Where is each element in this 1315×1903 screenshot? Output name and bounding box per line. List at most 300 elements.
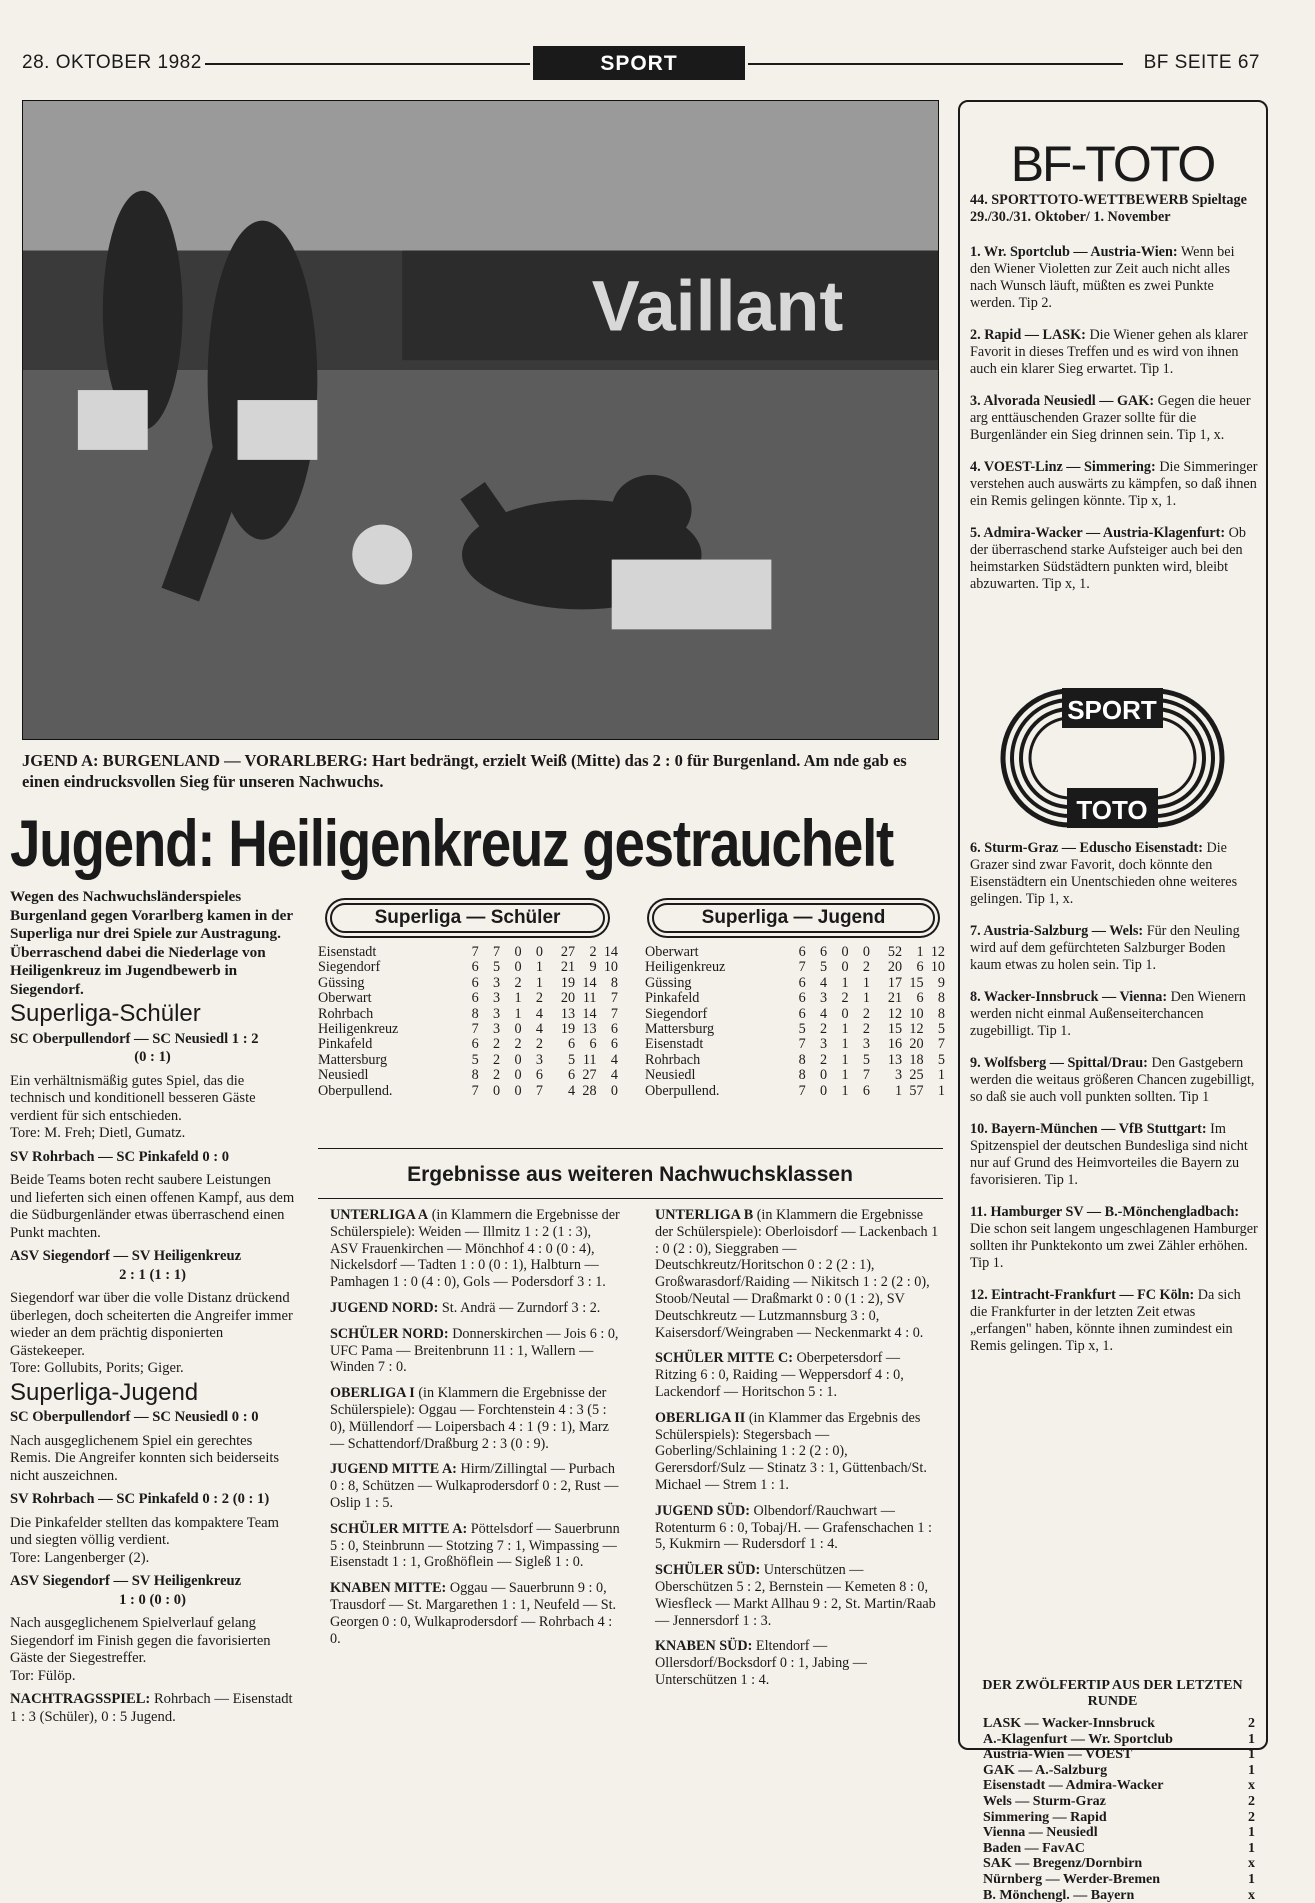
toto-tip: [970, 923, 1258, 974]
stat-cell: 1: [535, 959, 543, 976]
zwoelfertip-row: [983, 1810, 1255, 1826]
result-text: Hirm/Zillingtal — Purbach 0 : 8, Schützen — Wulkaprodersdorf 0 : 2, Rust — Oslip 1 : 5.: [330, 1461, 619, 1511]
zwoelfertip-match: GAK — A.-Salzburg: [983, 1762, 1108, 1778]
stat-cell: 57: [909, 1082, 924, 1099]
stat-cell: 2: [820, 1021, 828, 1038]
zwoelfertip-row: [983, 1732, 1255, 1748]
stat-cell: 1: [514, 1005, 522, 1022]
result-block: [330, 1207, 620, 1291]
stat-cell: 8: [471, 1005, 479, 1022]
result-label: SCHÜLER NORD:: [330, 1325, 449, 1342]
toto-tip-match: 6. Sturm-Graz — Eduscho Eisenstadt:: [970, 840, 1203, 856]
stat-cell: 0: [514, 944, 522, 960]
stat-cell: 4: [820, 1005, 828, 1022]
result-block: [330, 1385, 620, 1452]
vaillant-banner: Vaillant: [591, 266, 844, 347]
stat-cell: 2: [820, 1051, 828, 1068]
match-photo: [22, 100, 939, 740]
toto-tip: [970, 244, 1258, 312]
report-body: Beide Teams boten recht saubere Leistungen und lieferten sich einen offenen Kampf, aus dem die Südburgenländer etwas überraschend einen Punkt machten.: [10, 1172, 295, 1241]
stat-cell: 13: [560, 1005, 576, 1022]
zwoelfertip-table: [983, 1716, 1255, 1903]
result-block: [330, 1521, 620, 1571]
stat-cell: 0: [514, 1082, 522, 1099]
results-title: Ergebnisse aus weiteren Nachwuchsklassen: [407, 1163, 853, 1186]
team-name: Oberwart: [318, 990, 372, 1007]
result-label: UNTERLIGA A: [330, 1207, 429, 1223]
standings-row: [645, 945, 945, 960]
zwoelfertip-tip: x: [1248, 1778, 1255, 1794]
stat-cell: 2: [535, 990, 543, 1007]
stat-cell: 6: [568, 1067, 576, 1084]
zwoelfertip-match: Eisenstadt — Admira-Wacker: [983, 1778, 1164, 1794]
result-label: JUGEND MITTE A:: [330, 1461, 457, 1478]
zwoelfertip-row: [983, 1872, 1255, 1888]
team-name: Güssing: [645, 974, 692, 991]
standings-row: [645, 1068, 945, 1083]
jugend-table-title: Superliga — Jugend: [652, 903, 935, 933]
results-column-1: [330, 1207, 620, 1656]
report-text: [10, 1073, 295, 1143]
standings-row: [318, 1084, 618, 1099]
stat-cell: 15: [909, 974, 924, 991]
result-block: [655, 1207, 940, 1341]
stat-cell: 20: [560, 990, 576, 1007]
stat-cell: 7: [798, 1036, 806, 1053]
results-divider: [318, 1148, 943, 1149]
toto-tip-match: 11. Hamburger SV — B.-Mönchengladbach:: [970, 1204, 1240, 1220]
stat-cell: 2: [841, 990, 849, 1007]
toto-column: [970, 192, 1258, 608]
zwoelfertip-match: Austria-Wien — VOEST: [983, 1747, 1133, 1763]
team-name: Eisenstadt: [318, 944, 377, 960]
toto-tip-match: 4. VOEST-Linz — Simmering:: [970, 459, 1156, 475]
results-title-underline: [318, 1198, 943, 1199]
stat-cell: 9: [589, 959, 597, 976]
stat-cell: 10: [930, 959, 945, 976]
result-label: SCHÜLER SÜD:: [655, 1562, 761, 1579]
stat-cell: 4: [610, 1067, 618, 1084]
match-photo-illustration: [23, 101, 938, 739]
stat-cell: 19: [560, 1021, 576, 1038]
toto-tip-match: 7. Austria-Salzburg — Wels:: [970, 923, 1144, 939]
stat-cell: 7: [798, 959, 806, 976]
stat-cell: 7: [862, 1067, 870, 1084]
standings-row: [318, 1053, 618, 1068]
report-score: 1 : 0 (0 : 0): [119, 1591, 186, 1608]
stat-cell: 5: [493, 959, 501, 976]
report-body: Nach ausgeglichenem Spielverlauf gelang Siegendorf im Finish gegen die favorisierten Gäste der Siegestreffer.: [10, 1615, 271, 1666]
result-block: [655, 1503, 940, 1553]
report-match: SC Oberpullendorf — SC Neusiedl 1 : 2: [10, 1030, 259, 1047]
zwoelfertip-match: LASK — Wacker-Innsbruck: [983, 1716, 1155, 1731]
result-text: (in Klammern die Ergebnisse der Schülerspiele): Weiden — Illmitz 1 : 2 (1 : 3), ASV Frauenkirchen — Mönchhof 4 : 0 (0 : 4), Nickelsdorf — Tadten 1 : 0 (0 : 1), Halbturn — Pamhagen 1 : 0 (4 : 0), Gols — Podersdorf 3 : 1.: [330, 1207, 620, 1291]
stat-cell: 0: [514, 1051, 522, 1068]
toto-tip-match: 12. Eintracht-Frankfurt — FC Köln:: [970, 1287, 1195, 1303]
stat-cell: 2: [589, 944, 597, 960]
stat-cell: 0: [514, 959, 522, 976]
result-label: SCHÜLER MITTE C:: [655, 1350, 793, 1367]
stat-cell: 52: [887, 944, 903, 960]
stat-cell: 20: [887, 959, 903, 976]
section-label: SPORT: [533, 46, 745, 80]
stat-cell: 0: [493, 1082, 501, 1099]
stat-cell: 2: [493, 1036, 501, 1053]
report-text: [10, 1515, 295, 1568]
stat-cell: 3: [493, 1021, 501, 1038]
logo-toto-text: TOTO: [1076, 795, 1148, 825]
standings-row: [318, 991, 618, 1006]
standings-row: [645, 991, 945, 1006]
stat-cell: 27: [582, 1067, 597, 1084]
result-text: Unterschützen — Oberschützen 5 : 2, Bernstein — Kemeten 8 : 0, Wiesfleck — Markt Allhau 9 : 2, St. Martin/Raab — Jennersdorf 1 : 3.: [655, 1562, 936, 1629]
toto-tip: [970, 459, 1258, 510]
zwoelfertip-tip: 1: [1248, 1840, 1255, 1856]
stat-cell: 12: [887, 1005, 903, 1022]
result-block: [655, 1638, 940, 1688]
team-name: Mattersburg: [318, 1051, 388, 1068]
zwoelfertip-tip: 1: [1248, 1871, 1255, 1887]
result-text: Olbendorf/Rauchwart — Rotenturm 6 : 0, Tobaj/H. — Grafenschachen 1 : 5, Kukmirn — Rudersdorf 1 : 4.: [655, 1502, 932, 1553]
stat-cell: 2: [514, 1036, 522, 1053]
report-score: (0 : 1): [134, 1049, 171, 1065]
result-block: [330, 1461, 620, 1511]
stat-cell: 1: [895, 1082, 903, 1099]
toto-tip-text: Die Grazer sind zwar Favorit, doch könnte den Eisenstädtern ein Unentschieden ohne weiteres gelingen. Tip 1, x.: [970, 840, 1238, 907]
zwoelfertip-tip: 2: [1248, 1793, 1255, 1809]
toto-tip: [970, 327, 1258, 378]
stat-cell: 7: [471, 1021, 479, 1038]
report-text: [10, 1290, 295, 1378]
stat-cell: 0: [841, 959, 849, 976]
toto-tip-text: Gegen die heuer arg enttäuschenden Grazer sollte für die Burgenländer ein Sieg drinnen sein. Tip 1, x.: [970, 393, 1251, 443]
stat-cell: 2: [862, 1021, 870, 1038]
stat-cell: 2: [535, 1036, 543, 1053]
zwoelfertip-tip: 1: [1248, 1825, 1255, 1841]
zwoelfertip-row: [983, 1747, 1255, 1763]
report-match: SV Rohrbach — SC Pinkafeld 0 : 0: [10, 1148, 230, 1165]
stat-cell: 3: [820, 1036, 828, 1053]
report-match: ASV Siegendorf — SV Heiligenkreuz: [10, 1573, 242, 1589]
nachtrag: [10, 1691, 295, 1726]
standings-row: [645, 1022, 945, 1037]
result-label: OBERLIGA II: [655, 1409, 746, 1426]
report-scorers: Tore: Gollubits, Porits; Giger.: [10, 1360, 184, 1376]
team-name: Oberwart: [645, 944, 699, 960]
main-headline: Jugend: Heiligenkreuz gestrauchelt: [10, 806, 894, 880]
stat-cell: 6: [916, 959, 924, 976]
stat-cell: 2: [493, 1067, 501, 1084]
stat-cell: 3: [535, 1051, 543, 1068]
zwoelfertip-row: [983, 1825, 1255, 1841]
stat-cell: 0: [820, 1067, 828, 1084]
zwoelfertip-match: Baden — FavAC: [983, 1840, 1085, 1856]
stat-cell: 8: [798, 1067, 806, 1084]
sport-toto-logo: [1000, 688, 1225, 828]
team-name: Rohrbach: [645, 1051, 701, 1068]
stat-cell: 6: [471, 1036, 479, 1053]
stat-cell: 0: [514, 1067, 522, 1084]
stat-cell: 1: [841, 1067, 849, 1084]
toto-tip-text: Den Wienern werden nicht einmal Außenseiterchancen zugebilligt. Tip 1.: [970, 989, 1246, 1039]
report-scorers: Tore: Langenberger (2).: [10, 1549, 150, 1566]
result-text: Oggau — Sauerbrunn 9 : 0, Trausdorf — St. Margarethen 1 : 1, Neufeld — St. Georgen 0 : 0, Wulkaprodersdorf — Rohrbach 4 : 0.: [330, 1580, 617, 1647]
toto-tips-second: [970, 840, 1258, 1355]
toto-tip-text: Die Simmeringer verstehen auch auswärts zu kämpfen, so daß ihnen ein Remis gelingen könnte. Tip x, 1.: [970, 459, 1258, 509]
stat-cell: 4: [820, 974, 828, 991]
stat-cell: 6: [798, 974, 806, 991]
toto-tip-text: Die schon seit langem ungeschlagenen Hamburger sollten ihr Punktekonto um zwei Zähler erhöhen. Tip 1.: [970, 1221, 1258, 1271]
stat-cell: 6: [471, 990, 479, 1007]
toto-tip: [970, 1121, 1258, 1189]
stat-cell: 7: [471, 944, 479, 960]
stat-cell: 17: [887, 974, 903, 991]
toto-column-lower: [970, 840, 1258, 1370]
stat-cell: 11: [582, 1051, 597, 1068]
stat-cell: 5: [937, 1021, 945, 1038]
zwoelfertip-row: [983, 1841, 1255, 1857]
stat-cell: 8: [471, 1067, 479, 1084]
result-block: [330, 1326, 620, 1376]
result-label: OBERLIGA I: [330, 1385, 415, 1402]
zwoelfertip-row: [983, 1888, 1255, 1903]
result-text: Pöttelsdorf — Sauerbrunn 5 : 0, Steinbrunn — Stotzing 7 : 1, Wimpassing — Eisenstadt 1 : 1, Großhöflein — Sigleß 1 : 0.: [330, 1520, 620, 1571]
zwoelfertip-tip: x: [1248, 1887, 1255, 1903]
zwoelfertip-tip: 1: [1248, 1762, 1255, 1778]
stat-cell: 8: [610, 974, 618, 991]
stat-cell: 8: [937, 990, 945, 1007]
nachtrag-text: Rohrbach — Eisenstadt 1 : 3 (Schüler), 0 : 5 Jugend.: [10, 1691, 293, 1725]
team-name: Siegendorf: [645, 1005, 708, 1022]
stat-cell: 2: [862, 959, 870, 976]
result-text: St. Andrä — Zurndorf 3 : 2.: [441, 1299, 601, 1316]
toto-tip-text: Im Spitzenspiel der deutschen Bundesliga sind nicht nur auf Grund des Heimvorteiles die Bayern zu favorisieren. Tip 1.: [970, 1121, 1248, 1188]
standings-row: [645, 976, 945, 991]
jugend-standings-table: [645, 945, 945, 1099]
zwoelfertip-row: [983, 1763, 1255, 1779]
stat-cell: 3: [895, 1067, 903, 1084]
result-label: JUGEND SÜD:: [655, 1502, 750, 1519]
stat-cell: 6: [798, 944, 806, 960]
zwoelfertip-row: [983, 1856, 1255, 1872]
toto-tip-text: Da sich die Frankfurter in der letzten Zeit etwas „erfangen" haben, könnte ihnen zumindest ein Remis gelingen. Tip x, 1.: [970, 1287, 1241, 1354]
stat-cell: 28: [582, 1082, 597, 1099]
standings-row: [645, 1007, 945, 1022]
team-name: Neusiedl: [645, 1067, 696, 1084]
stat-cell: 5: [568, 1051, 576, 1068]
header-rule-left: [205, 63, 530, 65]
stat-cell: 14: [582, 1005, 597, 1022]
result-label: UNTERLIGA B: [655, 1207, 754, 1223]
stat-cell: 14: [603, 944, 618, 960]
stat-cell: 7: [610, 1005, 618, 1022]
stat-cell: 7: [610, 990, 618, 1007]
stat-cell: 7: [937, 1036, 945, 1053]
zwoelfertip-tip: x: [1248, 1856, 1255, 1872]
toto-intro: 44. SPORTTOTO-WETTBEWERB Spieltage 29./30./31. Oktober/ 1. November: [970, 192, 1247, 225]
zwoelfertip-tip: 2: [1248, 1809, 1255, 1825]
stat-cell: 1: [937, 1067, 945, 1084]
toto-tip-text: Die Wiener gehen als klarer Favorit in dieses Treffen und es wird von ihnen auch ein klarer Sieg erwartet. Tip 1.: [970, 327, 1248, 377]
stat-cell: 10: [909, 1005, 924, 1022]
stat-cell: 7: [471, 1082, 479, 1099]
result-label: JUGEND NORD:: [330, 1299, 439, 1316]
result-text: Oberpetersdorf — Ritzing 6 : 0, Raiding — Weppersdorf 4 : 0, Lackendorf — Horitschon 5 : 1.: [655, 1350, 904, 1400]
result-block: [330, 1300, 620, 1317]
stat-cell: 1: [841, 1051, 849, 1068]
stat-cell: 12: [930, 944, 945, 960]
stat-cell: 5: [798, 1021, 806, 1038]
stat-cell: 2: [862, 1005, 870, 1022]
nachtrag-label: NACHTRAGSSPIEL:: [10, 1691, 151, 1707]
report-body: Nach ausgeglichenem Spiel ein gerechtes Remis. Die Angreifer konnten sich beiderseits nicht auszeichnen.: [10, 1432, 280, 1484]
zwoelfertip-heading: DER ZWÖLFERTIP AUS DER LETZTEN RUNDE: [982, 1678, 1243, 1709]
result-text: (in Klammer das Ergebnis des Schülerspiels): Stegersbach — Goberling/Schlaining 1 : 2 (2 : 0), Gerersdorf/Sulz — Stinatz 3 : 1, Güttenbach/St. Michael — Strem 1 : 1.: [655, 1409, 927, 1493]
stat-cell: 6: [610, 1036, 618, 1053]
report-body: Die Pinkafelder stellten das kompaktere Team und siegten völlig verdient.: [10, 1514, 280, 1548]
standings-row: [318, 1022, 618, 1037]
stat-cell: 1: [937, 1082, 945, 1099]
stat-cell: 1: [841, 974, 849, 991]
team-name: Pinkafeld: [318, 1036, 373, 1053]
header-rule-right: [748, 63, 1123, 65]
stat-cell: 8: [937, 1005, 945, 1022]
zwoelfertip-match: Simmering — Rapid: [983, 1809, 1107, 1825]
stat-cell: 6: [589, 1036, 597, 1053]
zwoelfertip-row: [983, 1716, 1255, 1732]
stat-cell: 3: [493, 1005, 501, 1022]
report-body: Siegendorf war über die volle Distanz drückend überlegen, doch scheiterten die Angreifer immer wieder an dem prächtig disponierten Gästekeeper.: [10, 1290, 293, 1359]
result-text: (in Klammern die Ergebnisse der Schülerspiele): Oberloisdorf — Lackenbach 1 : 0 (2 : 0), Sieggraben — Deutschkreutz/Horitschon 0 : 2 (2 : 1), Großwarasdorf/Raiding — Nikitsch 1 : 2 (2 : 0), Stoob/Neutal — Draßmarkt 0 : 0 (1 : 2), SV Deutschkreutz — Lutzmannsburg 3 : 0, Kaisersdorf/Weingraben — Neckenmarkt 4 : 0.: [655, 1207, 939, 1341]
toto-tip-match: 2. Rapid — LASK:: [970, 327, 1086, 343]
schueler-table-title: Superliga — Schüler: [330, 903, 605, 933]
stat-cell: 1: [916, 944, 924, 960]
result-label: KNABEN MITTE:: [330, 1580, 447, 1597]
standings-row: [645, 1037, 945, 1052]
team-name: Mattersburg: [645, 1021, 715, 1038]
toto-tip: [970, 1055, 1258, 1106]
toto-tip-match: 1. Wr. Sportclub — Austria-Wien:: [970, 244, 1178, 260]
stat-cell: 0: [841, 944, 849, 960]
result-block: [330, 1580, 620, 1647]
stat-cell: 1: [841, 1036, 849, 1053]
toto-tip-text: Wenn bei den Wiener Violetten zur Zeit auch nicht alles nach Wunsch läuft, müßten es zwei Punkte werden. Tip 2.: [970, 244, 1235, 311]
stat-cell: 12: [909, 1021, 924, 1038]
stat-cell: 5: [862, 1051, 870, 1068]
toto-tip-match: 8. Wacker-Innsbruck — Vienna:: [970, 989, 1168, 1005]
stat-cell: 19: [560, 974, 576, 991]
report-body: Ein verhältnismäßig gutes Spiel, das die technisch und konditionell besseren Gäste verdient für sich entschieden.: [10, 1072, 256, 1124]
result-block: [655, 1350, 940, 1400]
stat-cell: 16: [887, 1036, 903, 1053]
article-left-column: [10, 888, 295, 1732]
report-match: SV Rohrbach — SC Pinkafeld 0 : 2 (0 : 1): [10, 1491, 270, 1507]
zwoelfertip-row: [983, 1794, 1255, 1810]
stat-cell: 5: [937, 1051, 945, 1068]
stat-cell: 0: [610, 1082, 618, 1099]
stat-cell: 3: [862, 1036, 870, 1053]
schueler-standings-table: [318, 945, 618, 1099]
stat-cell: 7: [535, 1082, 543, 1099]
stat-cell: 3: [493, 990, 501, 1007]
zwoelfertip-match: B. Mönchengl. — Bayern: [983, 1887, 1135, 1903]
team-name: Oberpullend.: [645, 1082, 720, 1099]
report-match: ASV Siegendorf — SV Heiligenkreuz: [10, 1248, 242, 1264]
team-name: Heiligenkreuz: [318, 1021, 399, 1038]
report-match: SC Oberpullendorf — SC Neusiedl 0 : 0: [10, 1409, 259, 1425]
team-name: Güssing: [318, 974, 365, 991]
stat-cell: 21: [887, 990, 903, 1007]
toto-tip: [970, 1204, 1258, 1272]
schueler-section-heading: Superliga-Schüler: [10, 1000, 201, 1027]
page-number: BF SEITE 67: [1143, 52, 1260, 73]
toto-tip: [970, 989, 1258, 1040]
report-score: 2 : 1 (1 : 1): [119, 1266, 186, 1283]
jugend-section-heading: Superliga-Jugend: [10, 1378, 199, 1406]
stat-cell: 7: [493, 944, 501, 960]
stat-cell: 6: [471, 959, 479, 976]
toto-tip: [970, 525, 1258, 593]
stat-cell: 0: [535, 944, 543, 960]
toto-tip-match: 10. Bayern-München — VfB Stuttgart:: [970, 1121, 1207, 1137]
standings-row: [318, 945, 618, 960]
stat-cell: 9: [937, 974, 945, 991]
stat-cell: 6: [798, 990, 806, 1007]
result-block: [655, 1410, 940, 1494]
report-scorers: Tor: Fülöp.: [10, 1667, 76, 1684]
stat-cell: 5: [820, 959, 828, 976]
stat-cell: 1: [841, 1082, 849, 1099]
standings-row: [645, 960, 945, 975]
stat-cell: 3: [820, 990, 828, 1007]
toto-tip-match: 5. Admira-Wacker — Austria-Klagenfurt:: [970, 525, 1226, 541]
stat-cell: 13: [887, 1051, 903, 1068]
standings-row: [318, 960, 618, 975]
toto-tip-match: 3. Alvorada Neusiedl — GAK:: [970, 393, 1155, 409]
stat-cell: 14: [582, 974, 597, 991]
team-name: Neusiedl: [318, 1067, 369, 1084]
team-name: Heiligenkreuz: [645, 959, 726, 976]
toto-tip: [970, 840, 1258, 908]
result-text: Eltendorf — Ollersdorf/Bocksdorf 0 : 1, Jabing — Unterschützen 1 : 4.: [655, 1638, 867, 1688]
toto-tip-text: Den Gastgebern werden die weitaus größeren Chancen zugebilligt, so daß sie auch voll punkten sollten. Tip 1: [970, 1055, 1255, 1105]
standings-row: [318, 1037, 618, 1052]
result-block: [655, 1562, 940, 1629]
stat-cell: 1: [862, 990, 870, 1007]
toto-tips-first: [970, 244, 1258, 593]
stat-cell: 4: [610, 1051, 618, 1068]
result-label: KNABEN SÜD:: [655, 1638, 753, 1655]
zwoelfertip-match: A.-Klagenfurt — Wr. Sportclub: [983, 1731, 1173, 1747]
stat-cell: 11: [582, 990, 597, 1007]
toto-tip-match: 9. Wolfsberg — Spittal/Drau:: [970, 1055, 1148, 1071]
stat-cell: 6: [820, 944, 828, 960]
zwoelfertip-match: SAK — Bregenz/Dornbirn: [983, 1856, 1143, 1872]
stat-cell: 0: [841, 1005, 849, 1022]
stat-cell: 6: [568, 1036, 576, 1053]
photo-caption: JGEND A: BURGENLAND — VORARLBERG: Hart bedrängt, erzielt Weiß (Mitte) das 2 : 0 für Burgenland. Am nde gab es einen eindrucksvollen Sieg für unseren Nachwuchs.: [22, 751, 907, 791]
toto-tip: [970, 1287, 1258, 1355]
zwoelfertip-tip: 2: [1248, 1716, 1255, 1731]
zwoelfertip-match: Nürnberg — Werder-Bremen: [983, 1871, 1161, 1887]
stat-cell: 0: [514, 1021, 522, 1038]
zwoelfertip-match: Vienna — Neusiedl: [983, 1825, 1098, 1841]
stat-cell: 7: [798, 1082, 806, 1099]
results-column-2: [655, 1207, 940, 1698]
standings-row: [645, 1053, 945, 1068]
standings-row: [318, 1068, 618, 1083]
stat-cell: 21: [560, 959, 576, 976]
